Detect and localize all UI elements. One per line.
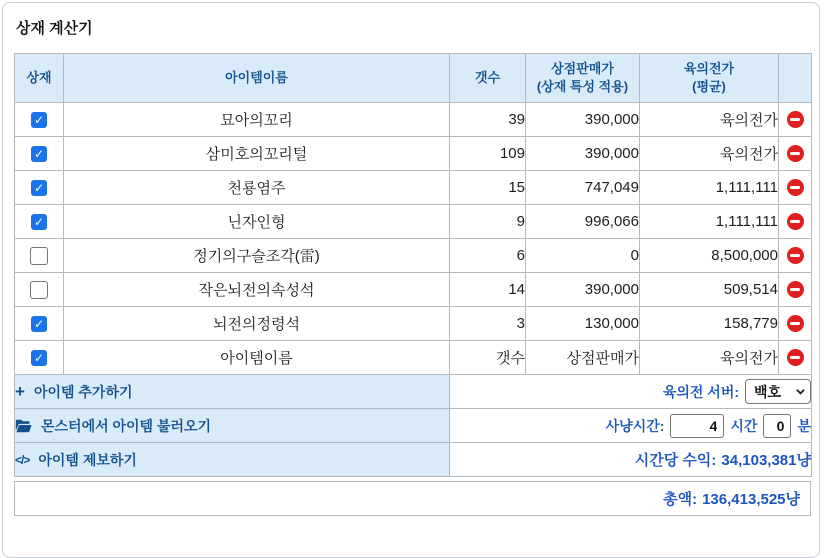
remove-item-cell	[779, 103, 812, 137]
remove-item-cell	[779, 205, 812, 239]
col-header-item-name: 아이템이름	[64, 54, 450, 103]
calculator-panel	[2, 2, 820, 558]
item-count-field[interactable]: 갯수	[450, 341, 526, 375]
market-price-field[interactable]: 육의전가	[640, 137, 779, 171]
hourly-profit-value: 34,103,381냥	[721, 452, 811, 469]
hunt-time-label: 사냥시간:	[605, 417, 665, 434]
col-header-market-price: 육의전가 (평균)	[640, 54, 779, 103]
hours-unit-label: 시간	[730, 417, 758, 434]
plus-icon: +	[15, 381, 25, 401]
item-count-field[interactable]: 6	[450, 239, 526, 273]
table-row	[15, 341, 812, 375]
item-count-field[interactable]: 39	[450, 103, 526, 137]
page-title: 상재 계산기	[16, 20, 93, 37]
table-row	[15, 273, 812, 307]
remove-item-cell	[779, 171, 812, 205]
item-name-field[interactable]: 뇌전의정령석	[64, 307, 450, 341]
item-checkbox-cell	[15, 307, 64, 341]
item-count-field[interactable]: 3	[450, 307, 526, 341]
table-row	[15, 307, 812, 341]
item-checkbox-cell	[15, 205, 64, 239]
server-select[interactable]	[745, 379, 811, 404]
item-checkbox-cell	[15, 103, 64, 137]
shop-price-field[interactable]: 996,066	[526, 205, 640, 239]
add-item-label: 아이템 추가하기	[33, 383, 133, 400]
remove-item-cell	[779, 137, 812, 171]
remove-item-button[interactable]	[787, 179, 804, 196]
market-price-field[interactable]: 158,779	[640, 307, 779, 341]
table-row	[15, 103, 812, 137]
hourly-profit-row	[450, 443, 812, 477]
hourly-profit-label: 시간당 수익:	[634, 452, 717, 469]
market-price-field[interactable]: 육의전가	[640, 341, 779, 375]
remove-item-button[interactable]	[787, 247, 804, 264]
item-count-field[interactable]: 15	[450, 171, 526, 205]
item-checkbox-cell	[15, 137, 64, 171]
item-count-field[interactable]: 109	[450, 137, 526, 171]
item-checkbox[interactable]	[31, 316, 47, 332]
item-checkbox[interactable]	[31, 146, 47, 162]
remove-item-cell	[779, 307, 812, 341]
item-checkbox[interactable]	[31, 350, 47, 366]
market-price-field[interactable]: 509,514	[640, 273, 779, 307]
shop-price-field[interactable]: 상점판매가	[526, 341, 640, 375]
check-icon: ✓	[33, 316, 45, 331]
shop-price-field[interactable]: 390,000	[526, 273, 640, 307]
remove-item-cell	[779, 273, 812, 307]
item-checkbox-cell	[15, 341, 64, 375]
item-count-field[interactable]: 9	[450, 205, 526, 239]
total-value: 136,413,525냥	[702, 491, 800, 508]
item-checkbox-cell	[15, 273, 64, 307]
folder-open-icon	[15, 419, 32, 433]
remove-item-button[interactable]	[787, 315, 804, 332]
item-count-field[interactable]: 14	[450, 273, 526, 307]
table-row	[15, 171, 812, 205]
load-from-monster-label: 몬스터에서 아이템 불러오기	[41, 417, 212, 434]
shop-price-field[interactable]: 390,000	[526, 137, 640, 171]
remove-item-cell	[779, 341, 812, 375]
minutes-input[interactable]	[763, 414, 791, 438]
item-checkbox[interactable]	[30, 281, 48, 299]
table-header-row	[15, 54, 812, 103]
check-icon: ✓	[33, 112, 45, 127]
shop-price-field[interactable]: 130,000	[526, 307, 640, 341]
remove-item-button[interactable]	[787, 145, 804, 162]
item-name-field[interactable]: 정기의구슬조각(雷)	[64, 239, 450, 273]
item-name-field[interactable]: 아이템이름	[64, 341, 450, 375]
col-header-remove	[779, 54, 812, 103]
item-checkbox-cell	[15, 171, 64, 205]
item-table	[14, 53, 812, 477]
check-icon: ✓	[33, 180, 45, 195]
check-icon: ✓	[33, 214, 45, 229]
check-icon: ✓	[33, 146, 45, 161]
hours-input[interactable]	[670, 414, 724, 438]
remove-item-cell	[779, 239, 812, 273]
item-checkbox[interactable]	[31, 214, 47, 230]
report-item-button[interactable]	[15, 443, 450, 477]
market-price-field[interactable]: 육의전가	[640, 103, 779, 137]
server-row	[450, 375, 812, 409]
total-label: 총액:	[663, 491, 698, 508]
item-name-field[interactable]: 작은뇌전의속성석	[64, 273, 450, 307]
load-from-monster-button[interactable]	[15, 409, 450, 443]
shop-price-field[interactable]: 0	[526, 239, 640, 273]
server-label: 육의전 서버:	[662, 383, 739, 400]
col-header-sangjae: 상재	[15, 54, 64, 103]
table-row	[15, 205, 812, 239]
minutes-unit-label: 분	[797, 417, 811, 434]
item-checkbox[interactable]	[31, 180, 47, 196]
remove-item-button[interactable]	[787, 349, 804, 366]
col-header-count: 갯수	[450, 54, 526, 103]
total-row	[14, 481, 811, 516]
check-icon: ✓	[33, 350, 45, 365]
item-checkbox[interactable]	[30, 247, 48, 265]
market-price-field[interactable]: 1,111,111	[640, 171, 779, 205]
shop-price-field[interactable]: 390,000	[526, 103, 640, 137]
code-icon: </>	[15, 452, 30, 467]
col-header-shop-price: 상점판매가 (상재 특성 적용)	[526, 54, 640, 103]
item-name-field[interactable]: 묘아의꼬리	[64, 103, 450, 137]
report-item-label: 아이템 제보하기	[38, 451, 137, 468]
table-row	[15, 137, 812, 171]
table-row	[15, 239, 812, 273]
server-select-wrap	[745, 379, 811, 404]
item-name-field[interactable]: 삼미호의꼬리털	[64, 137, 450, 171]
market-price-field[interactable]: 8,500,000	[640, 239, 779, 273]
item-checkbox[interactable]	[31, 112, 47, 128]
add-item-button[interactable]	[15, 375, 450, 409]
item-name-field[interactable]: 닌자인형	[64, 205, 450, 239]
remove-item-button[interactable]	[787, 111, 804, 128]
remove-item-button[interactable]	[787, 213, 804, 230]
market-price-field[interactable]: 1,111,111	[640, 205, 779, 239]
shop-price-field[interactable]: 747,049	[526, 171, 640, 205]
item-name-field[interactable]: 천룡염주	[64, 171, 450, 205]
item-checkbox-cell	[15, 239, 64, 273]
remove-item-button[interactable]	[787, 281, 804, 298]
hunt-time-row	[450, 409, 812, 443]
